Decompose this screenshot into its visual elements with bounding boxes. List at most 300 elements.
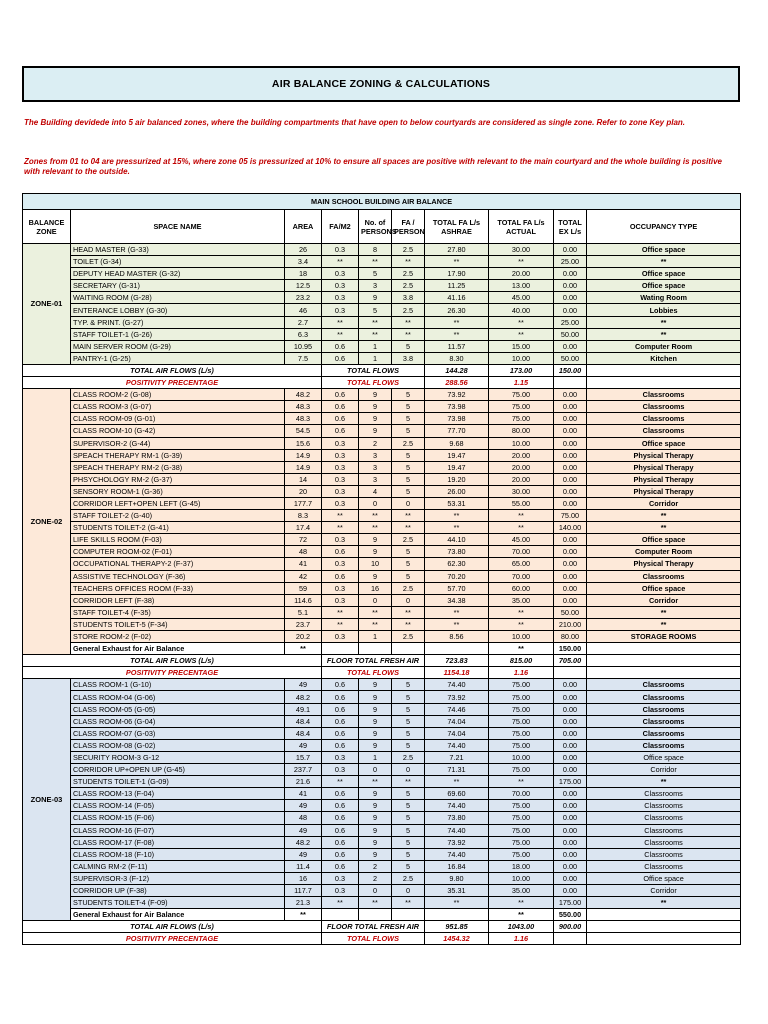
cell-fa-ashrae: 57.70 bbox=[425, 582, 489, 594]
cell-persons: 10 bbox=[359, 558, 392, 570]
cell-fa-m2: 0.3 bbox=[322, 884, 359, 896]
cell-fa-ashrae: 9.80 bbox=[425, 872, 489, 884]
table-row bbox=[23, 449, 741, 461]
cell-total-ex: 0.00 bbox=[554, 751, 587, 763]
cell-empty bbox=[322, 909, 359, 921]
cell-fa-person: 5 bbox=[392, 691, 425, 703]
cell-empty bbox=[587, 933, 741, 945]
cell-persons: 9 bbox=[359, 389, 392, 401]
zone-label: ZONE-03 bbox=[23, 679, 71, 921]
cell-fa-m2: 0.6 bbox=[322, 352, 359, 364]
cell-fa-ashrae: 69.60 bbox=[425, 788, 489, 800]
cell-fa-m2: ** bbox=[322, 776, 359, 788]
cell-area: 59 bbox=[285, 582, 322, 594]
cell-fa-ashrae: 35.31 bbox=[425, 884, 489, 896]
cell-total-ex: 0.00 bbox=[554, 244, 587, 256]
positivity-ratio: 1.15 bbox=[489, 377, 554, 389]
document-title-text: AIR BALANCE ZONING & CALCULATIONS bbox=[271, 78, 491, 90]
cell-total-ex: 0.00 bbox=[554, 860, 587, 872]
table-row bbox=[23, 618, 741, 630]
cell-total-ex: 0.00 bbox=[554, 872, 587, 884]
cell-area: 3.4 bbox=[285, 256, 322, 268]
cell-total-ex: 75.00 bbox=[554, 510, 587, 522]
cell-total-ex: 0.00 bbox=[554, 570, 587, 582]
cell-fa-actual: ** bbox=[489, 776, 554, 788]
cell-fa-m2: 0.3 bbox=[322, 292, 359, 304]
cell-occupancy-type: ** bbox=[587, 897, 741, 909]
table-row bbox=[23, 485, 741, 497]
cell-area: 14.9 bbox=[285, 461, 322, 473]
cell-fa-ashrae: 73.92 bbox=[425, 389, 489, 401]
cell-occupancy-type: ** bbox=[587, 618, 741, 630]
table-row bbox=[23, 884, 741, 896]
cell-area: 17.4 bbox=[285, 522, 322, 534]
cell-occupancy-type: Classrooms bbox=[587, 425, 741, 437]
table-row bbox=[23, 256, 741, 268]
table-row bbox=[23, 413, 741, 425]
cell-fa-ashrae: 70.20 bbox=[425, 570, 489, 582]
table-row bbox=[23, 401, 741, 413]
positivity-row bbox=[23, 933, 741, 945]
cell-fa-person: 2.5 bbox=[392, 280, 425, 292]
cell-total-ex: 0.00 bbox=[554, 715, 587, 727]
cell-occupancy-type: Corridor bbox=[587, 594, 741, 606]
cell-occupancy-type: Office space bbox=[587, 751, 741, 763]
cell-space-name: SPEACH THERAPY RM-2 (G-38) bbox=[71, 461, 285, 473]
cell-occupancy-type: Classrooms bbox=[587, 679, 741, 691]
cell-fa-actual: 30.00 bbox=[489, 485, 554, 497]
cell-fa-actual: ** bbox=[489, 316, 554, 328]
cell-fa-m2: 0.6 bbox=[322, 836, 359, 848]
cell-total-ex: 0.00 bbox=[554, 280, 587, 292]
cell-fa-actual: 75.00 bbox=[489, 401, 554, 413]
cell-persons: 9 bbox=[359, 836, 392, 848]
cell-fa-actual: ** bbox=[489, 618, 554, 630]
positivity-row bbox=[23, 377, 741, 389]
cell-total-ex: 175.00 bbox=[554, 897, 587, 909]
cell-area: 54.5 bbox=[285, 425, 322, 437]
cell-persons: ** bbox=[359, 618, 392, 630]
summary-flows-label: FLOOR TOTAL FRESH AIR bbox=[322, 655, 425, 667]
cell-area: 21.6 bbox=[285, 776, 322, 788]
cell-fa-actual: 75.00 bbox=[489, 800, 554, 812]
cell-fa-person: 2.5 bbox=[392, 582, 425, 594]
cell-fa-m2: 0.6 bbox=[322, 679, 359, 691]
cell-fa-m2: 0.6 bbox=[322, 340, 359, 352]
header-fa-m2: FA/M2 bbox=[322, 210, 359, 244]
cell-fa-m2: ** bbox=[322, 606, 359, 618]
cell-fa-m2: ** bbox=[322, 316, 359, 328]
cell-total-ex: 0.00 bbox=[554, 739, 587, 751]
summary-row bbox=[23, 921, 741, 933]
cell-total-ex: 50.00 bbox=[554, 328, 587, 340]
cell-fa-actual: 10.00 bbox=[489, 352, 554, 364]
cell-space-name: LIFE SKILLS ROOM (F-03) bbox=[71, 534, 285, 546]
summary-ex: 150.00 bbox=[554, 364, 587, 376]
positivity-label: POSITIVITY PRECENTAGE bbox=[23, 667, 322, 679]
cell-fa-actual: 75.00 bbox=[489, 824, 554, 836]
zone-label: ZONE-01 bbox=[23, 244, 71, 365]
cell-occupancy-type: ** bbox=[587, 328, 741, 340]
general-exhaust-area: ** bbox=[285, 643, 322, 655]
cell-space-name: CLASS ROOM-05 (G-05) bbox=[71, 703, 285, 715]
cell-fa-person: 5 bbox=[392, 449, 425, 461]
cell-occupancy-type: Corridor bbox=[587, 884, 741, 896]
cell-space-name: HEAD MASTER (G-33) bbox=[71, 244, 285, 256]
cell-area: 48.3 bbox=[285, 401, 322, 413]
cell-fa-m2: 0.6 bbox=[322, 570, 359, 582]
cell-fa-person: 5 bbox=[392, 800, 425, 812]
cell-area: 49 bbox=[285, 679, 322, 691]
cell-total-ex: 0.00 bbox=[554, 389, 587, 401]
cell-fa-actual: 60.00 bbox=[489, 582, 554, 594]
cell-total-ex: 0.00 bbox=[554, 812, 587, 824]
cell-space-name: CLASS ROOM-17 (F-08) bbox=[71, 836, 285, 848]
cell-fa-person: 5 bbox=[392, 473, 425, 485]
cell-area: 72 bbox=[285, 534, 322, 546]
cell-persons: 2 bbox=[359, 860, 392, 872]
cell-space-name: ASSISTIVE TECHNOLOGY (F-36) bbox=[71, 570, 285, 582]
cell-fa-ashrae: 8.56 bbox=[425, 631, 489, 643]
cell-empty bbox=[322, 643, 359, 655]
cell-area: 48.4 bbox=[285, 727, 322, 739]
cell-fa-ashrae: 62.30 bbox=[425, 558, 489, 570]
cell-occupancy-type: Corridor bbox=[587, 764, 741, 776]
cell-occupancy-type: Office space bbox=[587, 534, 741, 546]
summary-actual: 1043.00 bbox=[489, 921, 554, 933]
cell-fa-actual: 20.00 bbox=[489, 473, 554, 485]
cell-fa-ashrae: 53.31 bbox=[425, 497, 489, 509]
cell-persons: 0 bbox=[359, 884, 392, 896]
cell-fa-ashrae: 74.40 bbox=[425, 679, 489, 691]
cell-fa-actual: 10.00 bbox=[489, 437, 554, 449]
cell-space-name: SUPERVISOR-3 (F-12) bbox=[71, 872, 285, 884]
cell-occupancy-type: Office space bbox=[587, 244, 741, 256]
cell-empty bbox=[587, 909, 741, 921]
general-exhaust-actual: ** bbox=[489, 909, 554, 921]
cell-fa-m2: 0.3 bbox=[322, 449, 359, 461]
cell-empty bbox=[554, 933, 587, 945]
cell-persons: 0 bbox=[359, 594, 392, 606]
cell-fa-ashrae: 74.40 bbox=[425, 739, 489, 751]
cell-fa-m2: ** bbox=[322, 522, 359, 534]
cell-total-ex: 0.00 bbox=[554, 401, 587, 413]
cell-total-ex: 0.00 bbox=[554, 703, 587, 715]
cell-fa-person: 5 bbox=[392, 715, 425, 727]
table-row bbox=[23, 764, 741, 776]
general-exhaust-row bbox=[23, 643, 741, 655]
cell-empty bbox=[587, 364, 741, 376]
cell-occupancy-type: ** bbox=[587, 606, 741, 618]
cell-area: 23.7 bbox=[285, 618, 322, 630]
table-row bbox=[23, 824, 741, 836]
cell-space-name: TYP. & PRINT. (G-27) bbox=[71, 316, 285, 328]
table-row bbox=[23, 316, 741, 328]
cell-fa-m2: ** bbox=[322, 618, 359, 630]
cell-total-ex: 0.00 bbox=[554, 824, 587, 836]
cell-fa-m2: 0.3 bbox=[322, 437, 359, 449]
cell-fa-person: 5 bbox=[392, 812, 425, 824]
intro-paragraph-1: The Building devidede into 5 air balanced zones, where the building compartments that have open to below courtyards are considered as single zone. Refer to zone Key plan. bbox=[24, 118, 686, 127]
table-row bbox=[23, 522, 741, 534]
cell-persons: 9 bbox=[359, 570, 392, 582]
cell-fa-person: 2.5 bbox=[392, 268, 425, 280]
cell-fa-ashrae: ** bbox=[425, 522, 489, 534]
cell-fa-person: 2.5 bbox=[392, 437, 425, 449]
cell-fa-ashrae: 74.46 bbox=[425, 703, 489, 715]
general-exhaust-actual: ** bbox=[489, 643, 554, 655]
cell-fa-ashrae: 26.00 bbox=[425, 485, 489, 497]
cell-area: 6.3 bbox=[285, 328, 322, 340]
table-body bbox=[23, 194, 741, 945]
positivity-flows-label: TOTAL FLOWS bbox=[322, 667, 425, 679]
cell-area: 48 bbox=[285, 546, 322, 558]
cell-space-name: ENTERANCE LOBBY (G-30) bbox=[71, 304, 285, 316]
cell-area: 5.1 bbox=[285, 606, 322, 618]
cell-space-name: TEACHERS OFFICES ROOM (F-33) bbox=[71, 582, 285, 594]
summary-ex: 900.00 bbox=[554, 921, 587, 933]
cell-persons: 9 bbox=[359, 691, 392, 703]
cell-space-name: SPEACH THERAPY RM-1 (G-39) bbox=[71, 449, 285, 461]
table-row bbox=[23, 558, 741, 570]
cell-fa-ashrae: 19.20 bbox=[425, 473, 489, 485]
cell-fa-m2: ** bbox=[322, 256, 359, 268]
cell-area: 49 bbox=[285, 739, 322, 751]
cell-fa-m2: 0.6 bbox=[322, 715, 359, 727]
cell-fa-person: 3.8 bbox=[392, 352, 425, 364]
cell-fa-actual: ** bbox=[489, 510, 554, 522]
cell-persons: 3 bbox=[359, 461, 392, 473]
cell-fa-ashrae: 73.98 bbox=[425, 413, 489, 425]
cell-total-ex: 0.00 bbox=[554, 268, 587, 280]
cell-persons: 9 bbox=[359, 401, 392, 413]
cell-fa-m2: 0.6 bbox=[322, 848, 359, 860]
cell-fa-actual: ** bbox=[489, 522, 554, 534]
cell-space-name: CLASS ROOM-16 (F-07) bbox=[71, 824, 285, 836]
cell-space-name: SECRETARY (G-31) bbox=[71, 280, 285, 292]
cell-fa-m2: ** bbox=[322, 328, 359, 340]
cell-occupancy-type: Physical Therapy bbox=[587, 449, 741, 461]
cell-persons: ** bbox=[359, 897, 392, 909]
cell-total-ex: 0.00 bbox=[554, 546, 587, 558]
positivity-label: POSITIVITY PRECENTAGE bbox=[23, 377, 322, 389]
cell-fa-ashrae: ** bbox=[425, 897, 489, 909]
cell-fa-actual: 35.00 bbox=[489, 884, 554, 896]
header-row bbox=[23, 210, 741, 244]
cell-fa-actual: 80.00 bbox=[489, 425, 554, 437]
cell-fa-actual: 75.00 bbox=[489, 691, 554, 703]
cell-fa-ashrae: 27.80 bbox=[425, 244, 489, 256]
cell-fa-actual: 75.00 bbox=[489, 715, 554, 727]
cell-occupancy-type: Physical Therapy bbox=[587, 485, 741, 497]
cell-area: 15.7 bbox=[285, 751, 322, 763]
positivity-flows-label: TOTAL FLOWS bbox=[322, 377, 425, 389]
cell-fa-ashrae: 41.16 bbox=[425, 292, 489, 304]
cell-fa-ashrae: 44.10 bbox=[425, 534, 489, 546]
table-row bbox=[23, 739, 741, 751]
general-exhaust-area: ** bbox=[285, 909, 322, 921]
cell-persons: ** bbox=[359, 328, 392, 340]
table-row bbox=[23, 751, 741, 763]
cell-total-ex: 0.00 bbox=[554, 788, 587, 800]
cell-total-ex: 0.00 bbox=[554, 764, 587, 776]
cell-empty bbox=[392, 909, 425, 921]
cell-empty bbox=[425, 909, 489, 921]
cell-fa-person: 3.8 bbox=[392, 292, 425, 304]
cell-area: 48.2 bbox=[285, 389, 322, 401]
cell-total-ex: 0.00 bbox=[554, 836, 587, 848]
cell-fa-actual: 70.00 bbox=[489, 788, 554, 800]
cell-fa-m2: 0.3 bbox=[322, 534, 359, 546]
cell-occupancy-type: Classrooms bbox=[587, 727, 741, 739]
cell-fa-m2: 0.3 bbox=[322, 872, 359, 884]
cell-fa-ashrae: ** bbox=[425, 510, 489, 522]
summary-label: TOTAL AIR FLOWS (L/s) bbox=[23, 921, 322, 933]
cell-space-name: STAFF TOILET-4 (F-35) bbox=[71, 606, 285, 618]
cell-fa-person: 2.5 bbox=[392, 751, 425, 763]
cell-fa-ashrae: 11.57 bbox=[425, 340, 489, 352]
cell-fa-ashrae: 77.70 bbox=[425, 425, 489, 437]
cell-total-ex: 0.00 bbox=[554, 727, 587, 739]
cell-area: 41 bbox=[285, 788, 322, 800]
cell-area: 48 bbox=[285, 812, 322, 824]
cell-persons: 5 bbox=[359, 268, 392, 280]
header-total-ex: TOTAL EX L/s bbox=[554, 210, 587, 244]
table-row bbox=[23, 582, 741, 594]
cell-fa-ashrae: 19.47 bbox=[425, 449, 489, 461]
cell-fa-m2: 0.3 bbox=[322, 582, 359, 594]
cell-fa-m2: 0.6 bbox=[322, 800, 359, 812]
cell-occupancy-type: Classrooms bbox=[587, 788, 741, 800]
summary-label: TOTAL AIR FLOWS (L/s) bbox=[23, 364, 322, 376]
cell-empty bbox=[587, 643, 741, 655]
cell-fa-person: 0 bbox=[392, 594, 425, 606]
summary-flows-label: FLOOR TOTAL FRESH AIR bbox=[322, 921, 425, 933]
cell-fa-actual: 30.00 bbox=[489, 244, 554, 256]
document-title bbox=[22, 66, 740, 102]
cell-space-name: SUPERVISOR-2 (G-44) bbox=[71, 437, 285, 449]
cell-occupancy-type: Wating Room bbox=[587, 292, 741, 304]
cell-area: 46 bbox=[285, 304, 322, 316]
table-row bbox=[23, 836, 741, 848]
cell-total-ex: 50.00 bbox=[554, 606, 587, 618]
cell-fa-person: 5 bbox=[392, 401, 425, 413]
cell-fa-person: 5 bbox=[392, 727, 425, 739]
table-row bbox=[23, 776, 741, 788]
cell-space-name: STUDENTS TOILET-5 (F-34) bbox=[71, 618, 285, 630]
cell-fa-actual: 65.00 bbox=[489, 558, 554, 570]
cell-fa-person: ** bbox=[392, 897, 425, 909]
cell-area: 41 bbox=[285, 558, 322, 570]
cell-persons: 4 bbox=[359, 485, 392, 497]
intro-paragraph-2: Zones from 01 to 04 are pressurized at 15%, where zone 05 is pressurized at 10% to ensure all spaces are positive with relevant to the main courtyard and the whole building is positive with relevant to the outside. bbox=[24, 157, 722, 176]
cell-fa-m2: 0.3 bbox=[322, 268, 359, 280]
cell-persons: 1 bbox=[359, 340, 392, 352]
positivity-ratio: 1.16 bbox=[489, 933, 554, 945]
table-row bbox=[23, 594, 741, 606]
cell-area: 11.4 bbox=[285, 860, 322, 872]
cell-space-name: CORRIDOR UP+OPEN UP (G-45) bbox=[71, 764, 285, 776]
cell-occupancy-type: ** bbox=[587, 510, 741, 522]
cell-occupancy-type: Classrooms bbox=[587, 703, 741, 715]
cell-fa-person: 5 bbox=[392, 788, 425, 800]
table-row bbox=[23, 328, 741, 340]
positivity-total: 288.56 bbox=[425, 377, 489, 389]
cell-total-ex: 140.00 bbox=[554, 522, 587, 534]
table-row bbox=[23, 292, 741, 304]
cell-occupancy-type: Physical Therapy bbox=[587, 473, 741, 485]
cell-fa-ashrae: 74.40 bbox=[425, 800, 489, 812]
cell-fa-ashrae: 9.68 bbox=[425, 437, 489, 449]
summary-row bbox=[23, 364, 741, 376]
cell-fa-actual: 45.00 bbox=[489, 292, 554, 304]
cell-space-name: CLASS ROOM-10 (G-42) bbox=[71, 425, 285, 437]
cell-area: 48.2 bbox=[285, 691, 322, 703]
cell-fa-m2: 0.3 bbox=[322, 751, 359, 763]
summary-ex: 705.00 bbox=[554, 655, 587, 667]
cell-persons: 16 bbox=[359, 582, 392, 594]
cell-fa-m2: 0.3 bbox=[322, 485, 359, 497]
cell-occupancy-type: Office space bbox=[587, 268, 741, 280]
cell-area: 23.2 bbox=[285, 292, 322, 304]
cell-area: 49 bbox=[285, 848, 322, 860]
cell-area: 14.9 bbox=[285, 449, 322, 461]
positivity-label: POSITIVITY PRECENTAGE bbox=[23, 933, 322, 945]
cell-persons: 9 bbox=[359, 292, 392, 304]
cell-total-ex: 0.00 bbox=[554, 292, 587, 304]
general-exhaust-label: General Exhaust for Air Balance bbox=[71, 909, 285, 921]
table-row bbox=[23, 340, 741, 352]
cell-occupancy-type: Office space bbox=[587, 582, 741, 594]
cell-occupancy-type: Classrooms bbox=[587, 691, 741, 703]
summary-flows-label: TOTAL FLOWS bbox=[322, 364, 425, 376]
cell-fa-person: ** bbox=[392, 510, 425, 522]
table-row bbox=[23, 788, 741, 800]
cell-fa-actual: 15.00 bbox=[489, 340, 554, 352]
positivity-total: 1154.18 bbox=[425, 667, 489, 679]
cell-space-name: STUDENTS TOILET-1 (G-09) bbox=[71, 776, 285, 788]
table-row bbox=[23, 425, 741, 437]
cell-fa-person: 5 bbox=[392, 425, 425, 437]
cell-fa-ashrae: 7.21 bbox=[425, 751, 489, 763]
cell-fa-person: 5 bbox=[392, 860, 425, 872]
cell-fa-ashrae: ** bbox=[425, 328, 489, 340]
cell-total-ex: 0.00 bbox=[554, 558, 587, 570]
cell-persons: 9 bbox=[359, 413, 392, 425]
cell-occupancy-type: Classrooms bbox=[587, 389, 741, 401]
cell-fa-actual: ** bbox=[489, 606, 554, 618]
air-balance-table bbox=[22, 193, 741, 945]
cell-total-ex: 210.00 bbox=[554, 618, 587, 630]
positivity-ratio: 1.16 bbox=[489, 667, 554, 679]
cell-total-ex: 0.00 bbox=[554, 800, 587, 812]
cell-fa-actual: 75.00 bbox=[489, 764, 554, 776]
cell-total-ex: 25.00 bbox=[554, 316, 587, 328]
table-row bbox=[23, 244, 741, 256]
cell-fa-person: ** bbox=[392, 316, 425, 328]
table-row bbox=[23, 872, 741, 884]
cell-persons: 0 bbox=[359, 764, 392, 776]
cell-fa-actual: 75.00 bbox=[489, 389, 554, 401]
cell-persons: 9 bbox=[359, 727, 392, 739]
cell-total-ex: 0.00 bbox=[554, 534, 587, 546]
cell-total-ex: 0.00 bbox=[554, 449, 587, 461]
cell-occupancy-type: Office space bbox=[587, 437, 741, 449]
cell-empty bbox=[587, 655, 741, 667]
cell-fa-m2: 0.6 bbox=[322, 739, 359, 751]
cell-area: 49 bbox=[285, 824, 322, 836]
cell-persons: 9 bbox=[359, 546, 392, 558]
